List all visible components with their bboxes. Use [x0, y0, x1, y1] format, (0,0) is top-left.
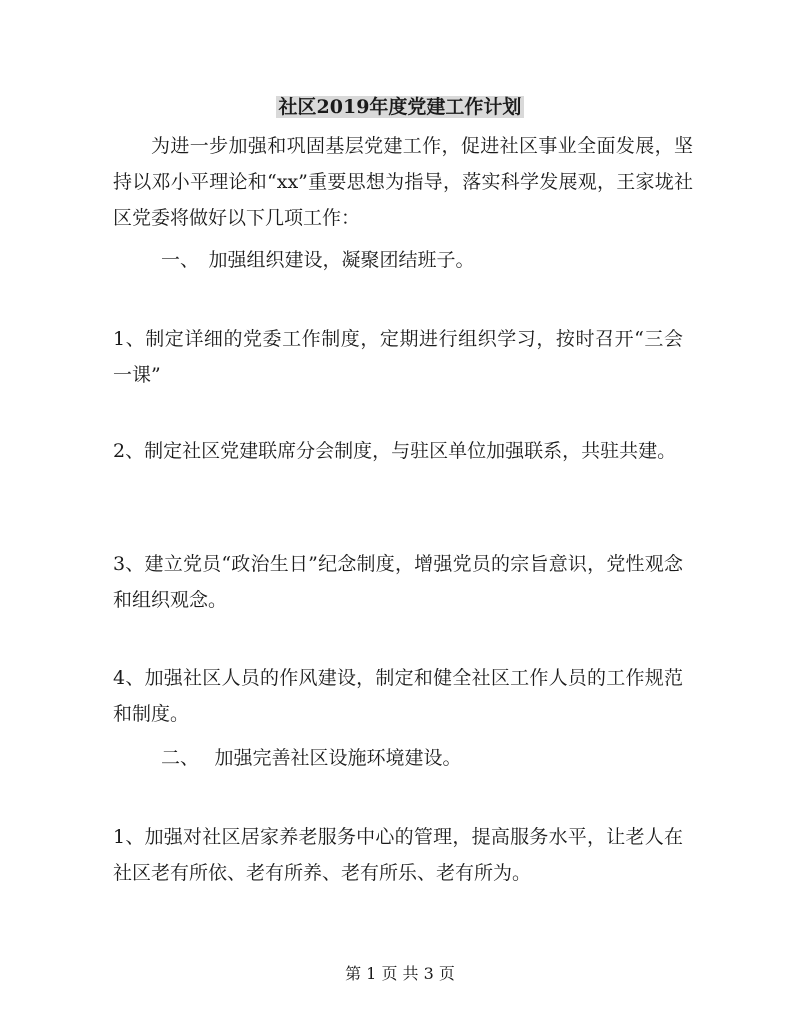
section-heading-2: 二、 加强完善社区设施环境建设。 [161, 747, 462, 769]
intro-paragraph: 为进一步加强和巩固基层党建工作，促进社区事业全面发展，坚持以邓小平理论和“xx”重要思想为指导，落实科学发展观，王家垅社区党委将做好以下几项工作： [113, 135, 693, 229]
section-1-item-2: 2、制定社区党建联席分会制度，与驻区单位加强联系，共驻共建。 [113, 440, 677, 462]
section-heading-1: 一、 加强组织建设，凝聚团结班子。 [161, 249, 475, 271]
section-2-item-1: 1、加强对社区居家养老服务中心的管理，提高服务水平，让老人在社区老有所依、老有所养、老有所乐、老有所为。 [113, 826, 683, 884]
section-1-item-3: 3、建立党员“政治生日”纪念制度，增强党员的宗旨意识，党性观念和组织观念。 [113, 553, 683, 611]
page-footer: 第 1 页 共 3 页 [345, 964, 455, 983]
document-title [0, 93, 800, 121]
section-1-item-4: 4、加强社区人员的作风建设，制定和健全社区工作人员的工作规范和制度。 [113, 667, 683, 725]
section-1-item-1: 1、制定详细的党委工作制度，定期进行组织学习，按时召开“三会一课” [113, 328, 683, 386]
document-title-text: 社区2019年度党建工作计划 [276, 96, 525, 118]
